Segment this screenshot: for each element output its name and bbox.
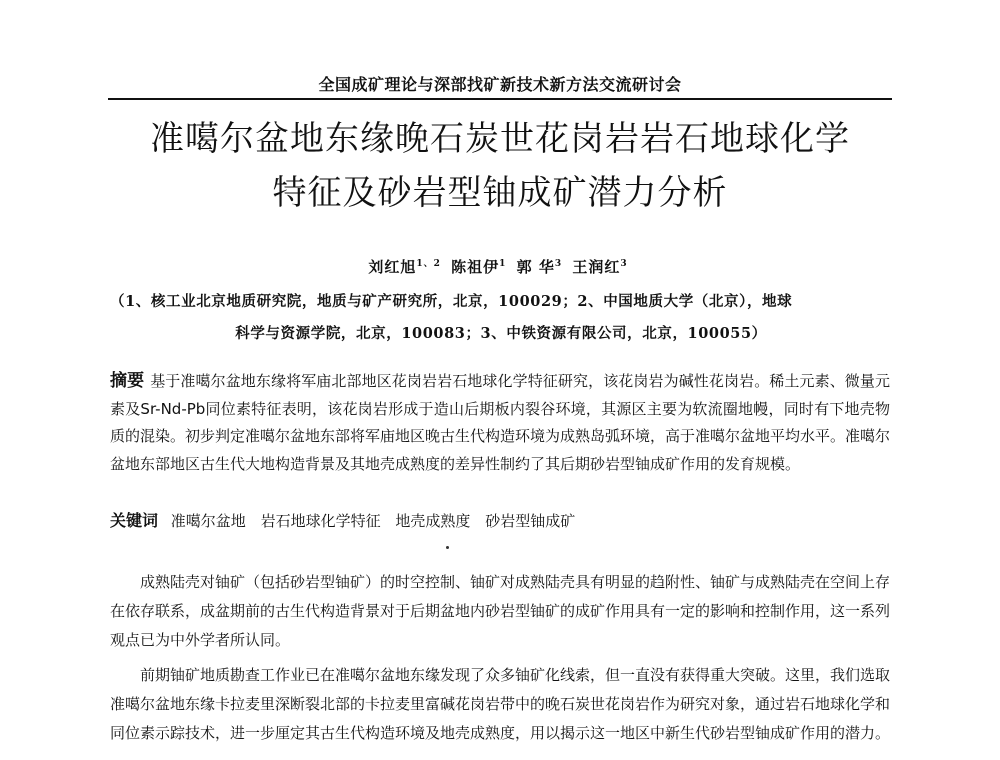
keyword: 地壳成熟度	[395, 512, 471, 530]
body-text	[110, 568, 890, 754]
keyword: 岩石地球化学特征	[260, 512, 381, 530]
abstract-text: 基于准噶尔盆地东缘将军庙北部地区花岗岩岩石地球化学特征研究，该花岗岩为碱性花岗岩。稀土元素、微量元素及Sr-Nd-Pb同位素特征表明，该花岗岩形成于造山后期板内裂谷环境，其源区主要为软流圈地幔，同时有下地壳物质的混染。初步判定准噶尔盆地东部将军庙地区晚古生代构造环境为成熟岛弧环境，高于准噶尔盆地平均水平。准噶尔盆地东部地区古生代大地构造背景及其地壳成熟度的差异性制约了其后期砂岩型铀成矿作用的发育规模。	[110, 372, 891, 473]
author-name: 陈祖伊	[451, 258, 500, 276]
affiliations	[110, 286, 892, 350]
author-affiliation-mark: 3	[554, 259, 563, 269]
running-header: 全国成矿理论与深部找矿新技术新方法交流研讨会	[318, 75, 682, 94]
stray-dot	[446, 546, 449, 549]
affiliation-line-2: 科学与资源学院，北京，100083；3、中铁资源有限公司，北京，100055）	[235, 325, 767, 342]
keyword: 砂岩型铀成矿	[485, 512, 576, 530]
author-name: 郭 华	[516, 258, 555, 276]
affiliation-line-1: （1、核工业北京地质研究院，地质与矿产研究所，北京，100029；2、中国地质大学（北京），地球	[110, 293, 793, 310]
title-line-1: 准噶尔盆地东缘晚石炭世花岗岩岩石地球化学	[150, 119, 850, 159]
body-paragraph-2: 前期铀矿地质勘查工作业已在准噶尔盆地东缘发现了众多铀矿化线索，但一直没有获得重大突破。这里，我们选取准噶尔盆地东缘卡拉麦里深断裂北部的卡拉麦里富碱花岗岩带中的晚石炭世花岗岩作为研究对象，通过岩石地球化学和同位素示踪技术，进一步厘定其古生代构造环境及地壳成熟度，用以揭示这一地区中新生代砂岩型铀成矿作用的潜力。	[110, 666, 891, 742]
keywords-label: 关键词	[110, 511, 159, 530]
author-affiliation-mark: 1	[499, 259, 507, 269]
author-name: 刘红旭	[368, 258, 417, 276]
author-affiliation-mark: 3	[620, 259, 628, 269]
author-list	[0, 256, 1000, 277]
body-paragraph-1: 成熟陆壳对铀矿（包括砂岩型铀矿）的时空控制、铀矿对成熟陆壳具有明显的趋附性、铀矿与成熟陆壳在空间上存在依存联系，成盆期前的古生代构造背景对于后期盆地内砂岩型铀矿的成矿作用具有一定的影响和控制作用，这一系列观点已为中外学者所认同。	[110, 573, 891, 649]
keywords	[110, 508, 890, 531]
header-rule	[108, 98, 892, 100]
abstract	[110, 368, 890, 478]
paper-title	[80, 112, 920, 220]
title-line-2: 特征及砂岩型铀成矿潜力分析	[272, 173, 728, 213]
author-name: 王润红	[572, 258, 621, 276]
abstract-label: 摘要	[110, 371, 145, 391]
author-affiliation-mark: 1、2	[416, 259, 441, 269]
keyword: 准噶尔盆地	[170, 512, 246, 530]
